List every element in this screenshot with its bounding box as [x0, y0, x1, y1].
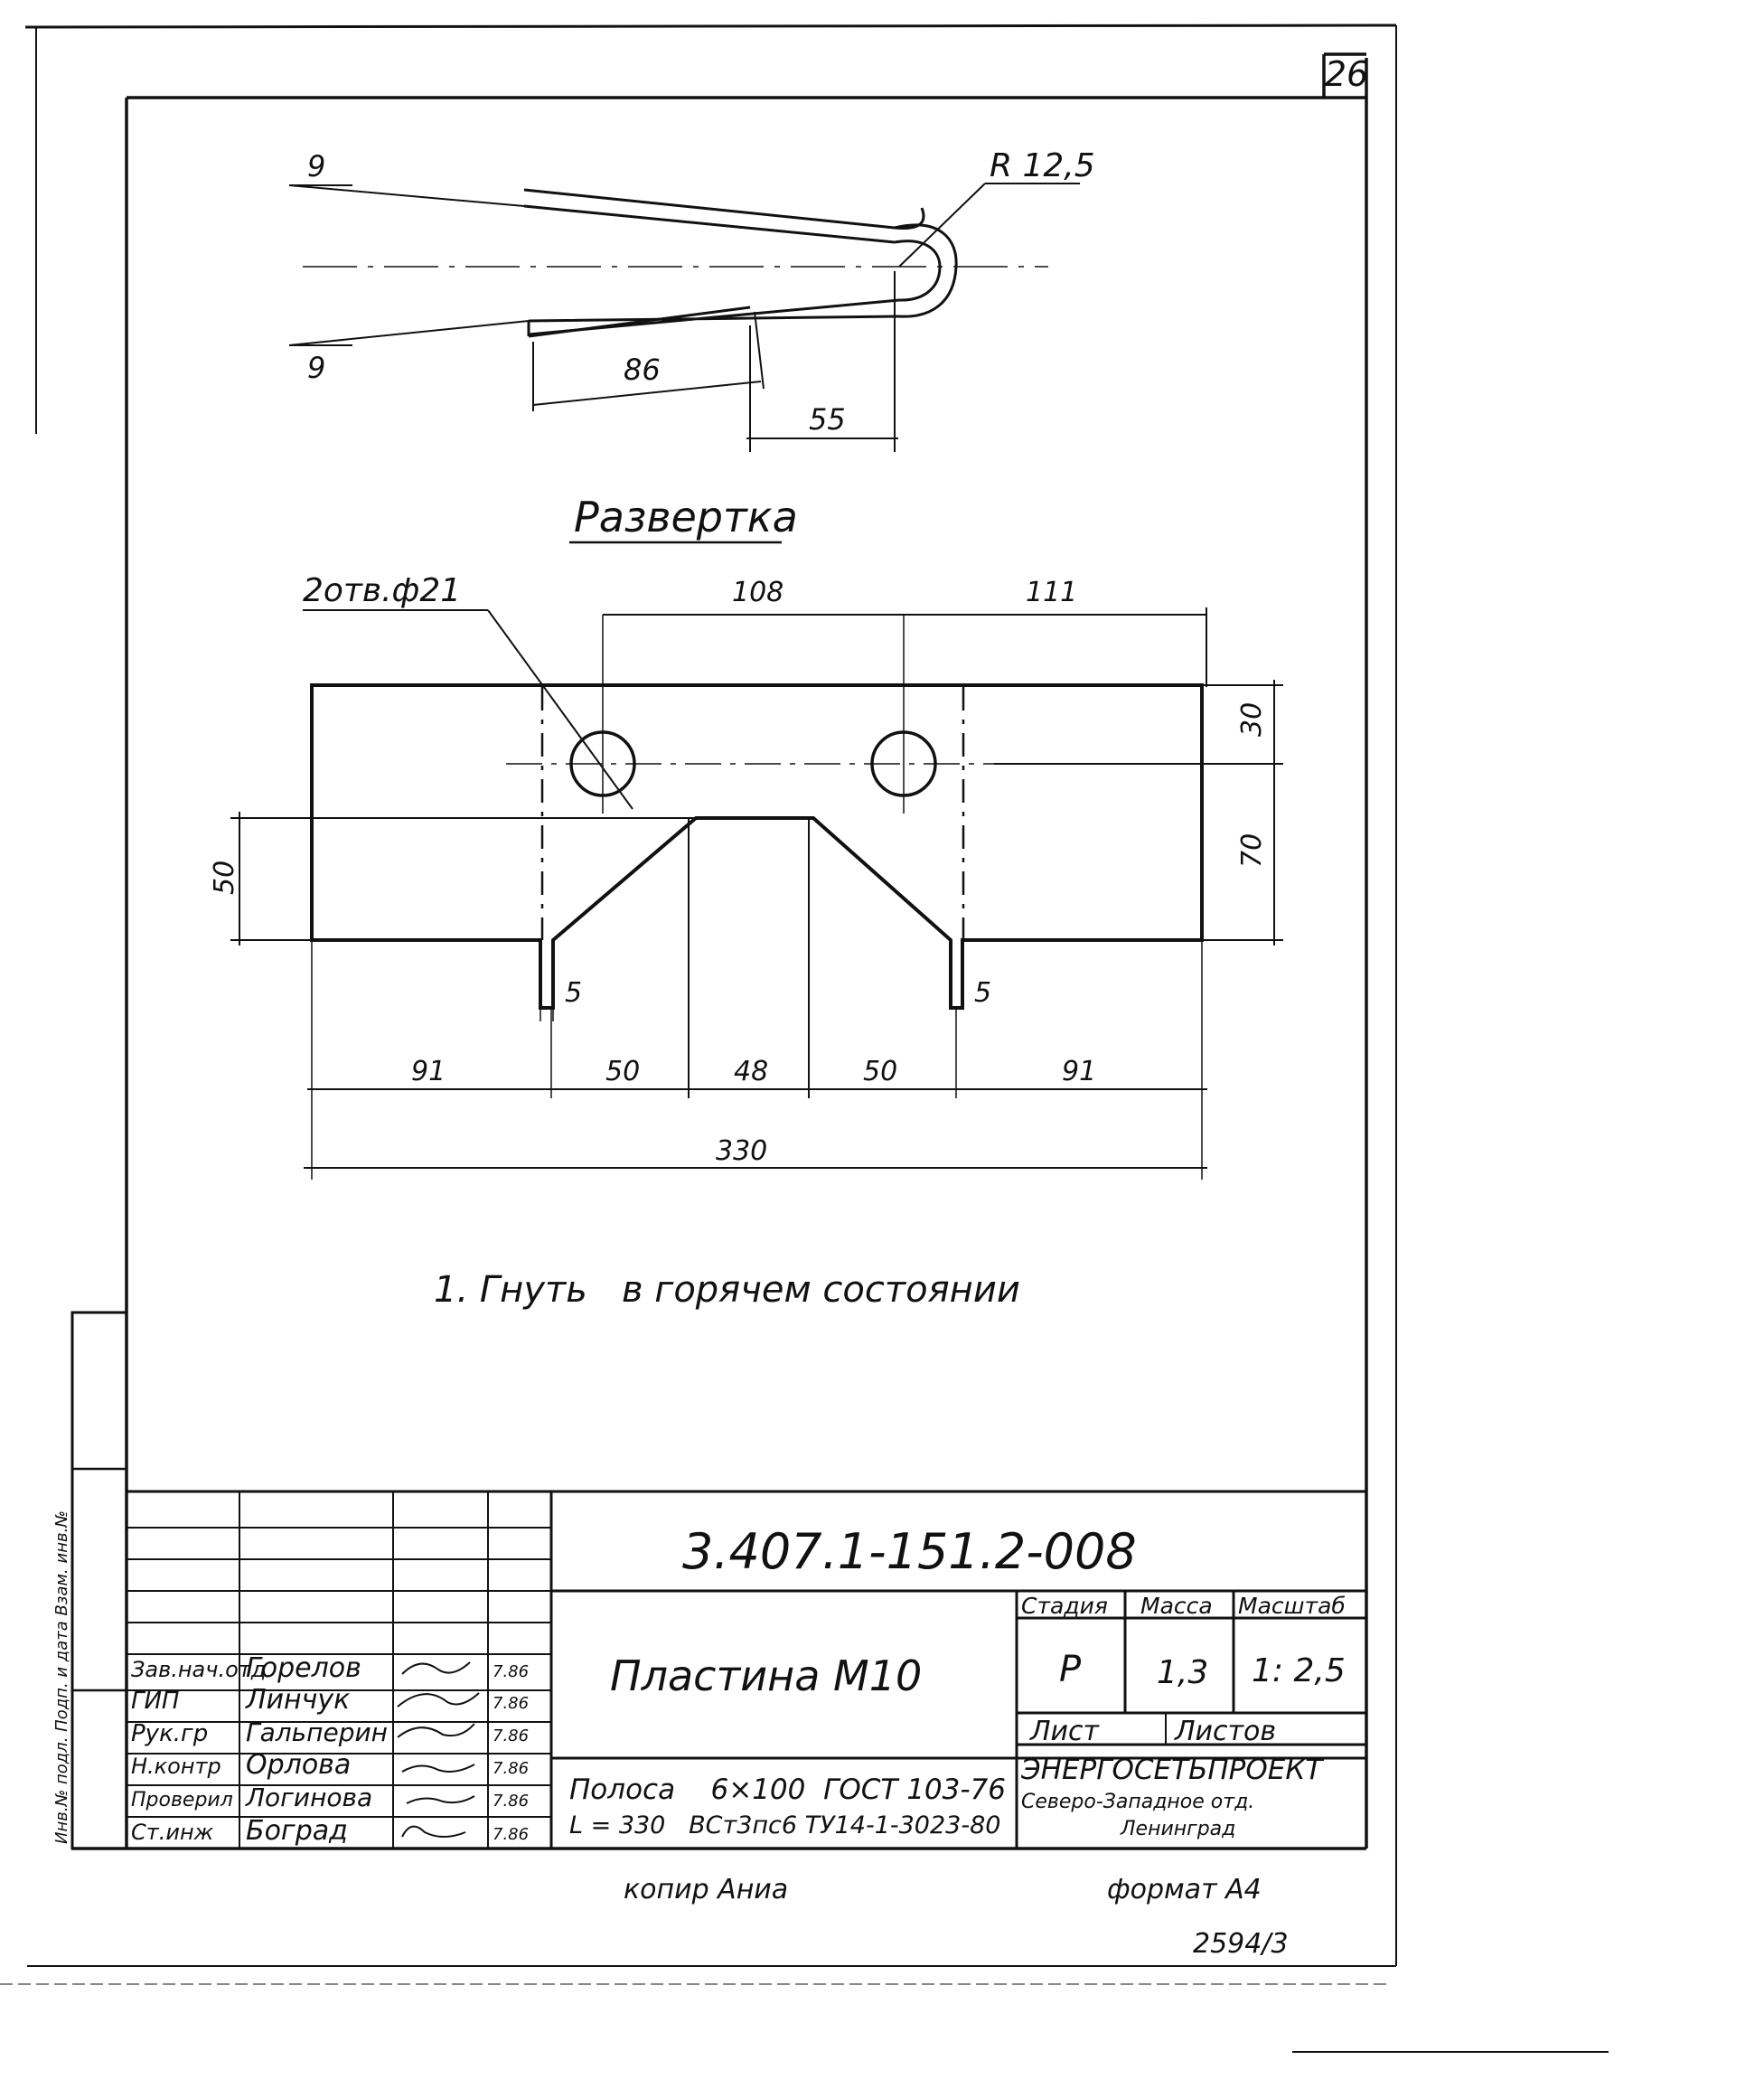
- dim-91-right: 91: [1062, 1056, 1097, 1087]
- plate-outline: [312, 685, 1202, 1008]
- development-title: Развертка: [574, 493, 798, 541]
- dim-108: 108: [732, 577, 784, 608]
- stage-header: Стадия: [1021, 1593, 1108, 1619]
- bend-loop: [895, 225, 956, 316]
- development-view: [209, 572, 1283, 1180]
- dim-55: 55: [809, 402, 846, 437]
- signature-name: Орлова: [246, 1749, 352, 1781]
- bent-view: [289, 147, 1095, 452]
- sheet-number: 26: [1324, 54, 1369, 94]
- signature-row: [131, 1783, 529, 1812]
- holes-note: 2отв.ф21: [303, 572, 462, 609]
- signature-date: 7.86: [493, 1694, 530, 1713]
- mass-header: Масса: [1140, 1593, 1213, 1619]
- dim-86: 86: [624, 353, 661, 387]
- signature-name: Гальперин: [246, 1717, 388, 1747]
- stage-value: Р: [1059, 1649, 1082, 1690]
- signature-row: [131, 1684, 529, 1716]
- signature-row: [131, 1815, 529, 1847]
- signature-name: Линчук: [246, 1684, 351, 1716]
- side-stamp: [52, 1312, 127, 1849]
- dim-50-left: 50: [209, 860, 240, 895]
- dim-slope-bottom: 9: [307, 351, 326, 385]
- signature-name: Горелов: [246, 1652, 361, 1684]
- scale-value: 1: 2,5: [1252, 1652, 1346, 1689]
- sheet-label: Лист: [1030, 1716, 1100, 1747]
- signature-date: 7.86: [493, 1662, 530, 1681]
- signature-row: [131, 1652, 529, 1684]
- signature-name: Логинова: [246, 1783, 373, 1812]
- signature-name: Боград: [246, 1815, 348, 1847]
- sheets-label: Листов: [1175, 1716, 1277, 1747]
- org-line-1: ЭНЕРГОСЕТЬПРОЕКТ: [1021, 1754, 1323, 1786]
- dim-111: 111: [1026, 577, 1078, 608]
- designation: 3.407.1-151.2-008: [682, 1523, 1137, 1580]
- signature-role: Рук.гр: [131, 1720, 209, 1747]
- signature-role: Зав.нач.отд: [131, 1657, 267, 1682]
- material-line-1: Полоса 6×100 ГОСТ 103-76: [569, 1773, 1006, 1806]
- dim-30: 30: [1236, 701, 1268, 737]
- dim-91-left: 91: [411, 1056, 446, 1087]
- dim-slot-5-left: 5: [565, 977, 583, 1009]
- signature-role: Н.контр: [131, 1754, 221, 1779]
- signature-date: 7.86: [493, 1825, 530, 1844]
- signature-role: Ст.инж: [131, 1820, 214, 1845]
- material-line-2: L = 330 ВСт3пс6 ТУ14-1-3023-80: [569, 1811, 1001, 1839]
- org-line-2: Северо-Западное отд.: [1021, 1791, 1255, 1813]
- dim-330: 330: [716, 1135, 768, 1167]
- signature-date: 7.86: [493, 1792, 530, 1811]
- side-stamp-text: Инв.№ подл. Подп. и дата Взам. инв.№: [52, 1510, 71, 1844]
- dim-70: 70: [1236, 833, 1268, 868]
- dim-48: 48: [734, 1056, 769, 1087]
- dim-50-bottom-left: 50: [605, 1056, 641, 1087]
- lower-leg: [529, 300, 899, 336]
- footer-copied: копир Аниа: [624, 1874, 789, 1905]
- mass-value: 1,3: [1157, 1654, 1209, 1691]
- bending-note: 1. Гнуть в горячем состоянии: [434, 1269, 1020, 1311]
- signature-date: 7.86: [493, 1759, 530, 1778]
- upper-leg: [524, 190, 924, 242]
- footer-number: 2594/3: [1193, 1928, 1289, 1960]
- scan-speckle: [1410, 18, 1437, 1826]
- dim-slot-5-right: 5: [974, 977, 992, 1009]
- dim-slope-top: 9: [307, 149, 326, 183]
- dim-50-bottom-right: 50: [863, 1056, 898, 1087]
- signature-date: 7.86: [493, 1726, 530, 1745]
- footer-format: формат А4: [1107, 1874, 1262, 1905]
- part-name: Пластина М10: [610, 1651, 923, 1700]
- org-line-3: Ленинград: [1121, 1818, 1236, 1840]
- signature-role: ГИП: [131, 1688, 180, 1715]
- dim-radius: R 12,5: [990, 147, 1095, 184]
- scale-header: Масштаб: [1238, 1593, 1346, 1619]
- signature-role: Проверил: [131, 1789, 233, 1811]
